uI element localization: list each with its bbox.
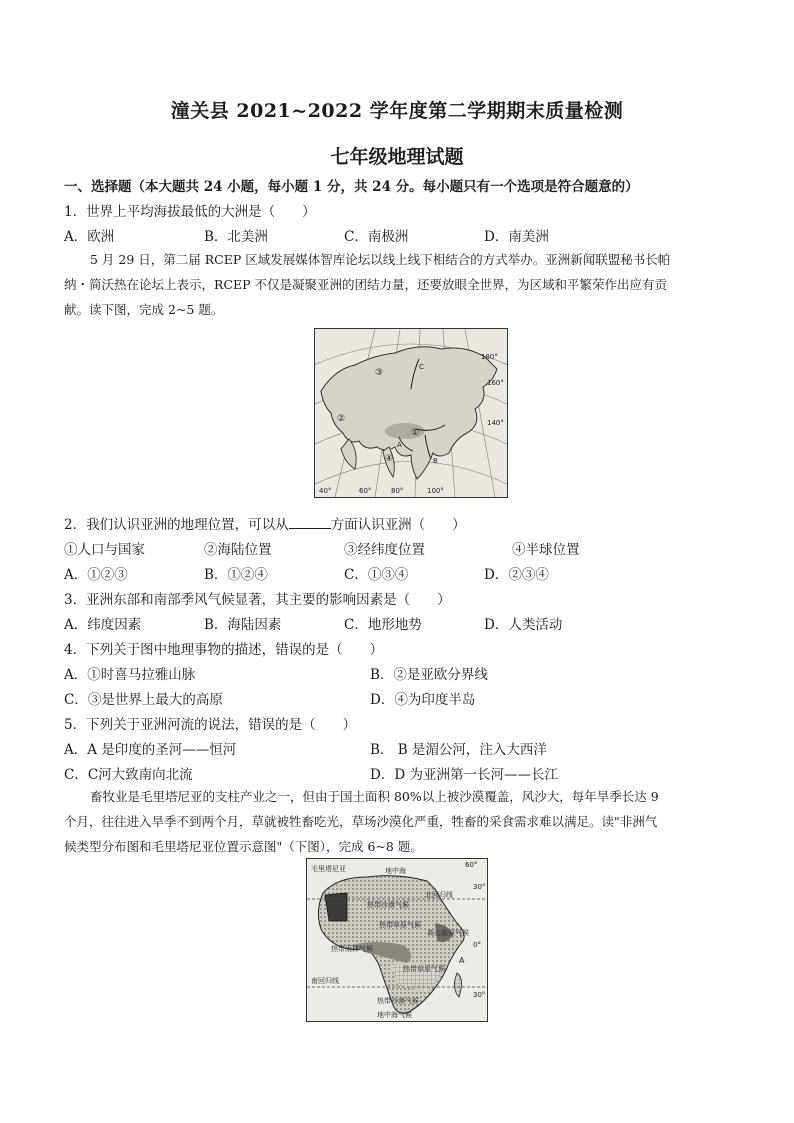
passage-mauritania-line-3: 候类型分布图和毛里塔尼亚位置示意图"（下图），完成 6~8 题。 <box>64 839 423 854</box>
question-4-option-c[interactable]: C．③是世界上最大的高原 <box>64 692 223 708</box>
africa-label-rainforest: 热带雨林气候 <box>331 945 373 953</box>
africa-label-desert-north: 热带沙漠气候 <box>367 901 409 909</box>
map-label-40: 40° <box>319 487 332 495</box>
passage-rcep-line-3: 献。读下图，完成 2~5 题。 <box>64 302 224 317</box>
africa-label-desert-south: 热带沙漠气候 <box>377 997 419 1005</box>
question-2-item-4: ④半球位置 <box>512 542 580 558</box>
question-1-option-a[interactable]: A．欧洲 <box>64 229 115 245</box>
question-2-option-b[interactable]: B．①②④ <box>204 567 268 583</box>
africa-map-graphic <box>307 859 487 1021</box>
africa-label-tropic-cancer: 北回归线 <box>425 891 453 899</box>
map-marker-4: ④ <box>385 454 394 464</box>
map-label-100: 100° <box>427 487 444 495</box>
question-5-option-d[interactable]: D．D 为亚洲第一长河——长江 <box>370 767 558 783</box>
question-5-stem: 5．下列关于亚洲河流的说法，错误的是（ ） <box>64 717 357 733</box>
question-2-item-2: ②海陆位置 <box>204 542 272 558</box>
africa-label-mauritania: 毛里塔尼亚 <box>311 865 346 873</box>
question-3-option-a[interactable]: A．纬度因素 <box>64 617 142 633</box>
question-5-option-c[interactable]: C．C河大致南向北流 <box>64 767 193 783</box>
africa-label-highland: 高山高原气候 <box>427 929 469 937</box>
question-2-stem <box>64 513 466 533</box>
question-2-item-3: ③经纬度位置 <box>344 542 425 558</box>
asia-map <box>314 328 508 498</box>
question-3-option-c[interactable]: C．地形地势 <box>344 617 422 633</box>
exam-subtitle: 七年级地理试题 <box>330 146 464 168</box>
map-river-a: A <box>397 441 402 449</box>
africa-label-mediterranean-climate: 地中海气候 <box>377 1011 412 1019</box>
passage-mauritania-line-2: 个月，往往进入旱季不到两个月，草就被牲畜吃光，草场沙漠化严重，牲畜的采食需求难以满足。读"非洲气 <box>64 814 658 829</box>
section-heading: 一、选择题（本大题共 24 小题，每小题 1 分，共 24 分。每小题只有一个选项是符合题意的） <box>64 179 639 195</box>
africa-label-30n: 30° <box>473 883 486 891</box>
map-marker-1: ① <box>411 428 420 438</box>
question-1-stem: 1．世界上平均海拔最低的大洲是（ ） <box>64 204 316 220</box>
question-3-option-d[interactable]: D．人类活动 <box>484 617 563 633</box>
passage-rcep-line-2: 纳・简沃热在论坛上表示，RCEP 不仅是凝聚亚洲的团结力量，还要放眼全世界，为区域和平繁荣作出应有贡 <box>64 277 667 292</box>
africa-label-tropic-capricorn: 南回归线 <box>311 977 339 985</box>
question-4-option-a[interactable]: A．①时喜马拉雅山脉 <box>64 667 196 683</box>
passage-mauritania-line-1: 畜牧业是毛里塔尼亚的支柱产业之一，但由于国土面积 80%以上被沙漠覆盖，风沙大，每年旱季长达 9 <box>90 789 659 804</box>
map-river-c: C <box>419 363 424 371</box>
map-river-b: B <box>433 457 438 465</box>
passage-mauritania <box>64 784 736 859</box>
question-5-option-a[interactable]: A．A 是印度的圣河——恒河 <box>64 742 237 758</box>
question-5-option-b[interactable]: B． B 是湄公河，注入大西洋 <box>370 742 547 758</box>
passage-rcep-line-1: 5 月 29 日，第二届 RCEP 区域发展媒体智库论坛以线上线下相结合的方式举办。亚洲新闻联盟秘书长帕 <box>90 252 671 267</box>
question-1-option-d[interactable]: D．南美洲 <box>484 229 549 245</box>
question-1-option-b[interactable]: B．北美洲 <box>204 229 268 245</box>
africa-marker-a: A <box>459 956 465 965</box>
question-2-item-1: ①人口与国家 <box>64 542 145 558</box>
africa-label-savanna-north: 热带草原气候 <box>379 921 421 929</box>
question-1-option-c[interactable]: C．南极洲 <box>344 229 409 245</box>
africa-label-60: 60° <box>465 861 478 869</box>
africa-label-0: 0° <box>473 941 481 949</box>
question-2-option-a[interactable]: A．①②③ <box>64 567 128 583</box>
africa-label-30s: 30° <box>473 991 486 999</box>
exam-title: 潼关县 2021~2022 学年度第二学期期末质量检测 <box>170 100 624 122</box>
map-label-140: 140° <box>487 419 504 427</box>
question-2-option-c[interactable]: C．①③④ <box>344 567 409 583</box>
map-label-180: 180° <box>481 353 498 361</box>
map-label-160: 160° <box>487 379 504 387</box>
map-label-60: 60° <box>359 487 372 495</box>
question-2-blank <box>289 514 331 529</box>
question-3-stem: 3．亚洲东部和南部季风气候显著，其主要的影响因素是（ ） <box>64 592 451 608</box>
question-2-stem-before: 2．我们认识亚洲的地理位置，可以从 <box>64 517 289 533</box>
question-4-option-d[interactable]: D．④为印度半岛 <box>370 692 476 708</box>
question-3-option-b[interactable]: B．海陆因素 <box>204 617 282 633</box>
question-2-option-d[interactable]: D．②③④ <box>484 567 549 583</box>
map-label-80: 80° <box>391 487 404 495</box>
asia-map-graphic <box>315 329 507 497</box>
africa-label-savanna-south: 热带草原气候 <box>403 965 445 973</box>
africa-map <box>306 858 488 1022</box>
map-marker-2: ② <box>337 414 346 424</box>
africa-label-mediterranean: 地中海 <box>385 867 406 875</box>
question-2-stem-after: 方面认识亚洲（ ） <box>330 517 466 533</box>
question-4-option-b[interactable]: B．②是亚欧分界线 <box>370 667 488 683</box>
map-marker-3: ③ <box>375 368 384 378</box>
passage-rcep <box>64 247 736 322</box>
question-4-stem: 4．下列关于图中地理事物的描述，错误的是（ ） <box>64 642 384 658</box>
